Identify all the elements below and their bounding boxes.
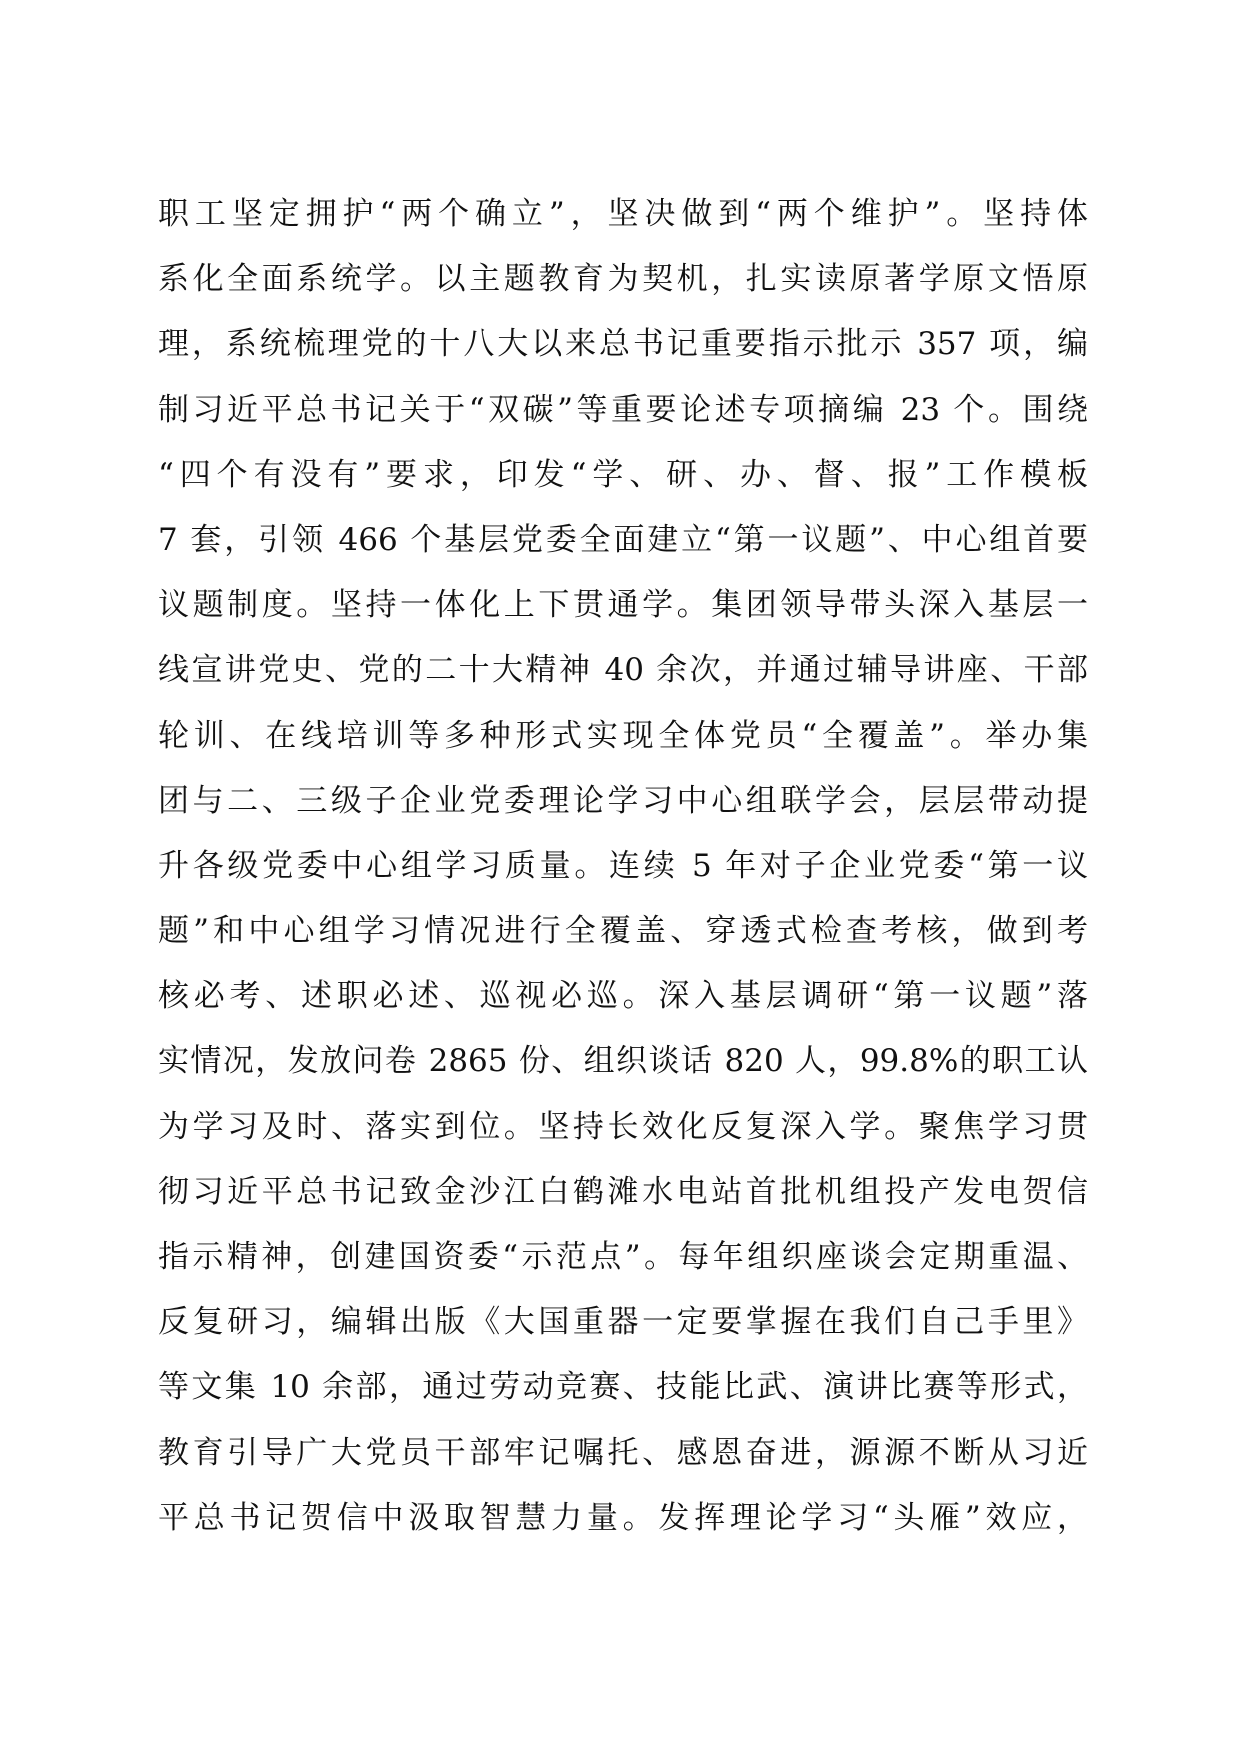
text-line: 升各级党委中心组学习质量。连续 5 年对子企业党委“第一议 [158,847,1088,884]
text-line: 制习近平总书记关于“双碳”等重要论述专项摘编 23 个。围绕 [158,391,1088,428]
body-paragraph [158,182,1088,1551]
text-line: 线宣讲党史、党的二十大精神 40 余次，并通过辅导讲座、干部 [158,652,1088,689]
text-line: 7 套，引领 466 个基层党委全面建立“第一议题”、中心组首要 [158,521,1088,558]
text-line: 教育引导广大党员干部牢记嘱托、感恩奋进，源源不断从习近 [158,1434,1088,1471]
text-line: 轮训、在线培训等多种形式实现全体党员“全覆盖”。举办集 [158,717,1088,754]
text-line: 平总书记贺信中汲取智慧力量。发挥理论学习“头雁”效应， [158,1499,1088,1536]
text-line: 团与二、三级子企业党委理论学习中心组联学会，层层带动提 [158,782,1088,819]
text-line: “四个有没有”要求，印发“学、研、办、督、报”工作模板 [158,456,1088,493]
text-line: 核必考、述职必述、巡视必巡。深入基层调研“第一议题”落 [158,978,1088,1015]
text-line: 理，系统梳理党的十八大以来总书记重要指示批示 357 项，编 [158,326,1088,363]
text-line: 系化全面系统学。以主题教育为契机，扎实读原著学原文悟原 [158,261,1088,298]
text-line: 职工坚定拥护“两个确立”，坚决做到“两个维护”。坚持体 [158,196,1088,232]
text-line: 议题制度。坚持一体化上下贯通学。集团领导带头深入基层一 [158,587,1088,624]
text-line: 等文集 10 余部，通过劳动竞赛、技能比武、演讲比赛等形式， [158,1369,1088,1406]
text-line: 题”和中心组学习情况进行全覆盖、穿透式检查考核，做到考 [158,913,1088,950]
text-line: 实情况，发放问卷 2865 份、组织谈话 820 人，99.8%的职工认 [158,1043,1088,1080]
text-line: 为学习及时、落实到位。坚持长效化反复深入学。聚焦学习贯 [158,1108,1088,1145]
text-line: 彻习近平总书记致金沙江白鹤滩水电站首批机组投产发电贺信 [158,1173,1088,1210]
text-line: 反复研习，编辑出版《大国重器一定要掌握在我们自己手里》 [158,1304,1088,1341]
text-line: 指示精神，创建国资委“示范点”。每年组织座谈会定期重温、 [158,1239,1088,1275]
